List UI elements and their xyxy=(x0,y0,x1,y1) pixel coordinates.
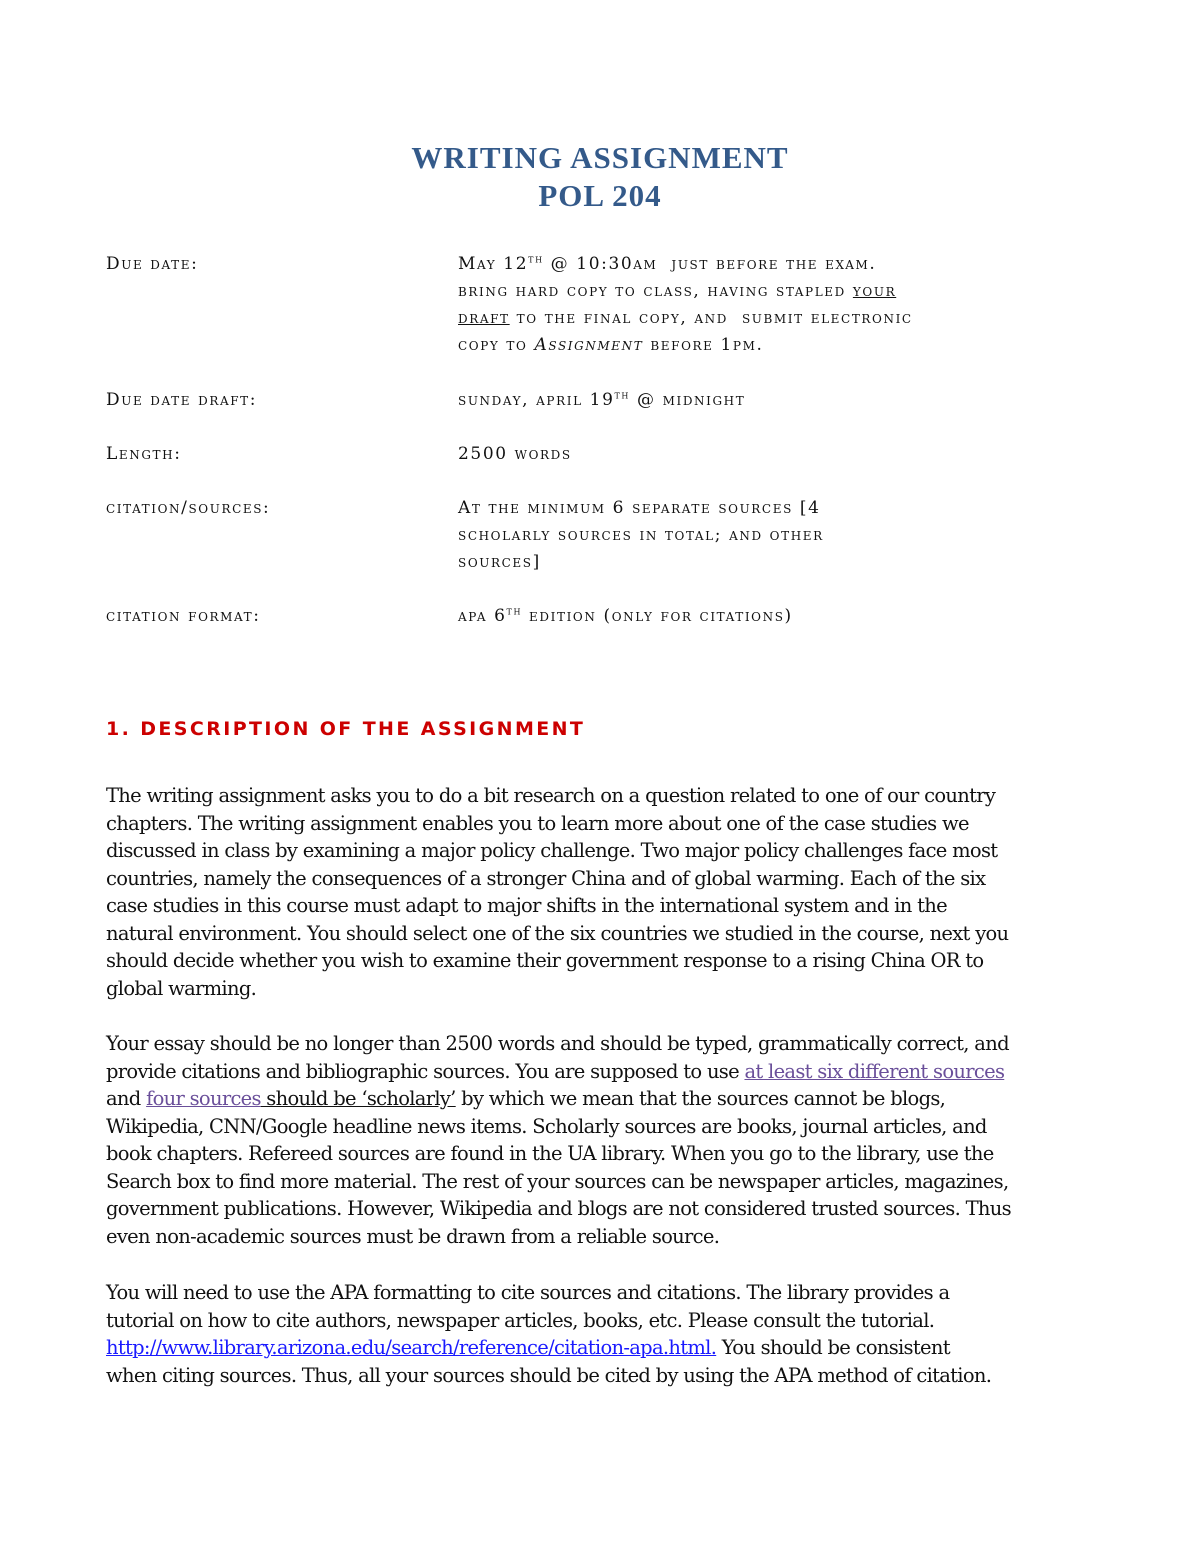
due-date-draft-label: Due date draft: xyxy=(106,390,258,410)
paragraph-apa: You will need to use the APA formatting to cite sources and citations. The library provides a tutorial on how to cite authors, newspaper articles, books, etc. Please consult the tutorial. http://www.library.arizona.edu/search/reference/citation-apa.html. You should be consistent when citing sources. Thus, all your sources should be cited by using the APA method of citation. xyxy=(106,1281,992,1387)
length-value: 2500 words xyxy=(458,444,572,464)
paragraph-requirements: Your essay should be no longer than 2500 words and should be typed, grammatically correct, and provide citations and bibliographic sources. You are supposed to use at least six different sources and four sources should be ‘scholarly’ by which we mean that the sources cannot be blogs, Wikipedia, CNN/Google headline news items. Scholarly sources are books, journal articles, and book chapters. Refereed sources are found in the UA library. When you go to the library, use the Search box to find more material. The rest of your sources can be newspaper articles, magazines, government publications. However, Wikipedia and blogs are not considered trusted sources. Thus even non-academic sources must be drawn from a reliable source. xyxy=(106,1032,1011,1248)
due-date-draft-value: sunday, april 19th @ midnight xyxy=(458,388,746,410)
document-title: WRITING ASSIGNMENT xyxy=(411,140,789,175)
citation-format-value: apa 6th edition (only for citations) xyxy=(458,604,793,626)
citation-sources-label: citation/sources: xyxy=(106,498,271,518)
paragraph-description: The writing assignment asks you to do a bit research on a question related to one of our country chapters. The writing assignment enables you to learn more about one of the case studies we discussed in class by examining a major policy challenge. Two major policy challenges face most countries, namely the consequences of a stronger China and of global warming. Each of the six case studies in this course must adapt to major shifts in the international system and in the natural environment. You should select one of the six countries we studied in the course, next you should decide whether you wish to examine their government response to a rising China OR to global warming. xyxy=(106,784,1009,1000)
due-date-value xyxy=(458,251,1098,359)
due-date-line-3: draft to the final copy, and submit electronic xyxy=(458,308,913,328)
due-date-line-1: May 12th @ 10:30am just before the exam. xyxy=(458,252,877,274)
length-label: Length: xyxy=(106,444,182,464)
four-sources-link[interactable]: four sources xyxy=(146,1087,261,1110)
citation-sources-value: At the minimum 6 separate sources [4 scholarly sources in total; and other sources] xyxy=(458,498,824,572)
scholarly-emphasis: should be ‘scholarly’ xyxy=(260,1087,456,1110)
due-date-line-2: bring hard copy to class, having stapled your xyxy=(458,281,897,301)
section-heading: 1. DESCRIPTION OF THE ASSIGNMENT xyxy=(106,718,586,740)
apa-tutorial-link[interactable]: http://www.library.arizona.edu/search/reference/citation-apa.html. xyxy=(106,1336,717,1359)
citation-format-label: citation format: xyxy=(106,606,261,626)
due-date-label: Due date: xyxy=(106,254,199,274)
due-date-line-4: copy to Assignment before 1pm. xyxy=(458,335,764,355)
six-sources-link[interactable]: at least six different sources xyxy=(744,1059,1005,1083)
course-code: POL 204 xyxy=(538,178,662,213)
